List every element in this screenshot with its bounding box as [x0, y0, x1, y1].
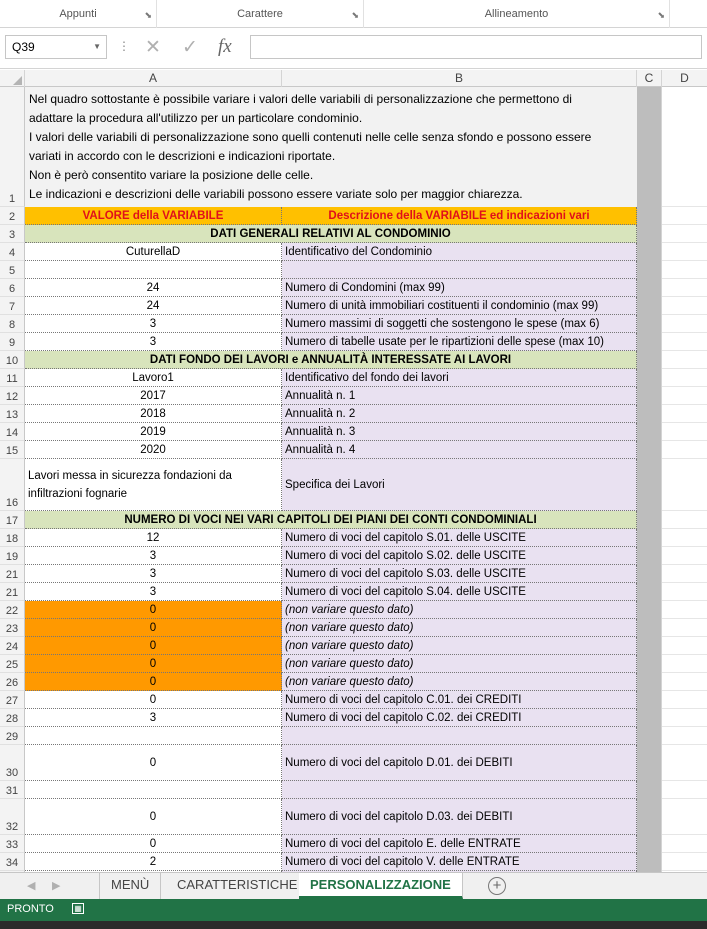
- intro-line: Non è però consentito variare la posizione delle celle.: [29, 168, 314, 182]
- check-icon[interactable]: ✓: [182, 37, 198, 58]
- value-cell[interactable]: Lavoro1: [25, 369, 282, 387]
- cell-d[interactable]: [662, 225, 707, 243]
- cell-d[interactable]: [662, 423, 707, 441]
- cell-c[interactable]: [637, 243, 662, 261]
- row-header[interactable]: 6: [0, 279, 25, 297]
- description-cell[interactable]: Numero di voci del capitolo S.02. delle USCITE: [282, 547, 637, 565]
- cell-c[interactable]: [637, 405, 662, 423]
- description-cell[interactable]: (non variare questo dato): [282, 637, 637, 655]
- row-header[interactable]: 34: [0, 853, 25, 871]
- cell-d[interactable]: [662, 727, 707, 745]
- value-cell[interactable]: 3: [25, 583, 282, 601]
- row-header[interactable]: 3: [0, 225, 25, 243]
- description-cell[interactable]: Numero di tabelle usate per le ripartizioni delle spese (max 10): [282, 333, 637, 351]
- value-cell[interactable]: 24: [25, 297, 282, 315]
- description-cell[interactable]: [282, 781, 637, 799]
- sheet-row: [0, 423, 707, 441]
- value-cell[interactable]: VALORE della VARIABILE: [25, 207, 282, 225]
- intro-line: Le indicazioni e descrizioni delle variabili possono essere variate solo per maggior chiarezza.: [29, 187, 523, 201]
- cell-c[interactable]: [637, 207, 662, 225]
- cell-d[interactable]: [662, 261, 707, 279]
- value-cell[interactable]: 0: [25, 673, 282, 691]
- cell-d[interactable]: [662, 745, 707, 781]
- row-header[interactable]: 22: [0, 601, 25, 619]
- cell-d[interactable]: [662, 691, 707, 709]
- sheet-row: [0, 387, 707, 405]
- formula-input[interactable]: [250, 35, 702, 59]
- row-header[interactable]: 31: [0, 781, 25, 799]
- row-header[interactable]: 28: [0, 709, 25, 727]
- sheet-row: [0, 799, 707, 835]
- description-cell[interactable]: Numero di voci del capitolo S.01. delle USCITE: [282, 529, 637, 547]
- macro-record-icon[interactable]: ▦: [72, 903, 84, 914]
- function-icon[interactable]: fx: [218, 36, 232, 57]
- sheet-row: [0, 853, 707, 871]
- sheet-row: [0, 333, 707, 351]
- value-cell[interactable]: Lavori messa in sicurezza fondazioni da infiltrazioni fognarie: [25, 459, 282, 511]
- sheet-row: [0, 691, 707, 709]
- cell-d[interactable]: [662, 601, 707, 619]
- row-header[interactable]: 19: [0, 547, 25, 565]
- name-box-value: Q39: [12, 40, 35, 54]
- row-header[interactable]: 27: [0, 691, 25, 709]
- dialog-launcher-icon[interactable]: ⬊: [351, 10, 359, 20]
- cell-c[interactable]: [637, 781, 662, 799]
- description-cell[interactable]: (non variare questo dato): [282, 619, 637, 637]
- row-header[interactable]: 2: [0, 207, 25, 225]
- sheet-row: [0, 835, 707, 853]
- cell-c[interactable]: [637, 853, 662, 871]
- sheet-row: [0, 225, 707, 243]
- value-cell[interactable]: 12: [25, 529, 282, 547]
- row-header[interactable]: 23: [0, 619, 25, 637]
- row-header[interactable]: 5: [0, 261, 25, 279]
- column-headers: [0, 70, 707, 87]
- cell-d[interactable]: [662, 529, 707, 547]
- cell-c[interactable]: [637, 835, 662, 853]
- value-cell[interactable]: 0: [25, 745, 282, 781]
- ribbon-group-alignment: [364, 0, 670, 28]
- cell-d[interactable]: [662, 315, 707, 333]
- intro-line: adattare la procedura all'utilizzo per un particolare condominio.: [29, 111, 363, 125]
- ribbon: [0, 0, 707, 28]
- value-cell[interactable]: 3: [25, 333, 282, 351]
- ribbon-group-label: Allineamento: [484, 8, 549, 20]
- sheet-row: [0, 745, 707, 781]
- cell-c[interactable]: [637, 619, 662, 637]
- value-cell[interactable]: 3: [25, 709, 282, 727]
- description-cell[interactable]: Numero di voci del capitolo D.03. dei DEBITI: [282, 799, 637, 835]
- row-header[interactable]: 24: [0, 637, 25, 655]
- row-header[interactable]: 16: [0, 459, 25, 511]
- sheet-row: [0, 673, 707, 691]
- cell-d[interactable]: [662, 459, 707, 511]
- description-cell[interactable]: Numero di voci del capitolo S.04. delle USCITE: [282, 583, 637, 601]
- cell-c[interactable]: [637, 225, 662, 243]
- dialog-launcher-icon[interactable]: ⬊: [657, 10, 665, 20]
- sheet-row: [0, 655, 707, 673]
- cell-c[interactable]: [637, 511, 662, 529]
- row-header[interactable]: 18: [0, 529, 25, 547]
- sheet-tab-personalizzazione[interactable]: PERSONALIZZAZIONE: [299, 873, 463, 899]
- value-cell[interactable]: [25, 261, 282, 279]
- section-title-cell[interactable]: DATI GENERALI RELATIVI AL CONDOMINIO: [25, 225, 637, 243]
- grip-dots-icon: ⋮: [118, 39, 130, 53]
- value-cell[interactable]: 3: [25, 565, 282, 583]
- sheet-row: [0, 87, 707, 207]
- cell-c[interactable]: [637, 423, 662, 441]
- sheet-row: [0, 547, 707, 565]
- sheet-row: [0, 781, 707, 799]
- cell-d[interactable]: [662, 637, 707, 655]
- cell-c[interactable]: [637, 369, 662, 387]
- dialog-launcher-icon[interactable]: ⬊: [144, 10, 152, 20]
- row-header[interactable]: 12: [0, 387, 25, 405]
- sheet-row: [0, 511, 707, 529]
- value-cell[interactable]: 0: [25, 691, 282, 709]
- cell-c[interactable]: [637, 279, 662, 297]
- cell-d[interactable]: [662, 511, 707, 529]
- row-header[interactable]: 21: [0, 583, 25, 601]
- value-cell[interactable]: CuturellaD: [25, 243, 282, 261]
- ribbon-group-font: [157, 0, 364, 28]
- cell-c[interactable]: [637, 529, 662, 547]
- sheet-tab-caratteristiche[interactable]: CARATTERISTICHE: [166, 873, 309, 899]
- intro-line: Nel quadro sottostante è possibile variare i valori delle variabili di personalizzazione che permettono di: [29, 92, 572, 106]
- row-header[interactable]: 30: [0, 745, 25, 781]
- sheet-tab-menu[interactable]: MENÙ: [100, 873, 161, 899]
- sheet-row: [0, 637, 707, 655]
- cell-c[interactable]: [637, 387, 662, 405]
- value-cell[interactable]: 0: [25, 655, 282, 673]
- value-cell[interactable]: 0: [25, 601, 282, 619]
- row-header[interactable]: 33: [0, 835, 25, 853]
- cell-d[interactable]: [662, 279, 707, 297]
- chevron-down-icon[interactable]: ▼: [93, 42, 101, 51]
- cell-c[interactable]: [637, 745, 662, 781]
- sheet-row: [0, 529, 707, 547]
- sheet-tab-bar: [0, 872, 707, 899]
- description-cell[interactable]: (non variare questo dato): [282, 601, 637, 619]
- cell-c[interactable]: [637, 691, 662, 709]
- description-cell[interactable]: Numero di voci del capitolo V. delle ENTRATE: [282, 853, 637, 871]
- value-cell[interactable]: [25, 727, 282, 745]
- value-cell[interactable]: 3: [25, 315, 282, 333]
- cell-c[interactable]: [637, 727, 662, 745]
- cell-c[interactable]: [637, 583, 662, 601]
- value-cell[interactable]: 2019: [25, 423, 282, 441]
- cell-c[interactable]: [637, 315, 662, 333]
- cell-c[interactable]: [637, 547, 662, 565]
- row-header[interactable]: 8: [0, 315, 25, 333]
- column-header-a[interactable]: A: [25, 70, 282, 87]
- sheet-row: [0, 351, 707, 369]
- cell-d[interactable]: [662, 853, 707, 871]
- cell-c[interactable]: [637, 441, 662, 459]
- sheet-row: [0, 565, 707, 583]
- cell-d[interactable]: [662, 297, 707, 315]
- ribbon-group-label: Appunti: [59, 8, 97, 20]
- row-header[interactable]: 4: [0, 243, 25, 261]
- select-all-corner[interactable]: [0, 70, 25, 87]
- sheet-row: [0, 315, 707, 333]
- intro-line: variati in accordo con le descrizioni e indicazioni riportate.: [29, 149, 336, 163]
- row-header[interactable]: 26: [0, 673, 25, 691]
- sheet-row: [0, 583, 707, 601]
- row-header[interactable]: 17: [0, 511, 25, 529]
- cell-d[interactable]: [662, 369, 707, 387]
- description-cell[interactable]: Annualità n. 3: [282, 423, 637, 441]
- row-header[interactable]: 15: [0, 441, 25, 459]
- row-header[interactable]: 14: [0, 423, 25, 441]
- description-cell[interactable]: [282, 261, 637, 279]
- description-cell[interactable]: Descrizione della VARIABILE ed indicazioni vari: [282, 207, 637, 225]
- row-header[interactable]: 10: [0, 351, 25, 369]
- sheet-row: [0, 279, 707, 297]
- sheet-row: [0, 243, 707, 261]
- row-header[interactable]: 25: [0, 655, 25, 673]
- sheet-row: [0, 369, 707, 387]
- column-header-c[interactable]: C: [637, 70, 662, 87]
- row-header[interactable]: 32: [0, 799, 25, 835]
- sheet-row: [0, 619, 707, 637]
- value-cell[interactable]: 2018: [25, 405, 282, 423]
- cell-d[interactable]: [662, 387, 707, 405]
- cell-c[interactable]: [637, 351, 662, 369]
- name-box[interactable]: [5, 35, 107, 59]
- description-cell[interactable]: Numero di voci del capitolo S.03. delle USCITE: [282, 565, 637, 583]
- cell-c[interactable]: [637, 709, 662, 727]
- cell-c[interactable]: [637, 297, 662, 315]
- intro-text-cell[interactable]: [25, 87, 637, 207]
- description-cell[interactable]: Numero di voci del capitolo E. delle ENTRATE: [282, 835, 637, 853]
- cell-d[interactable]: [662, 835, 707, 853]
- cell-c[interactable]: [637, 459, 662, 511]
- value-cell[interactable]: 0: [25, 835, 282, 853]
- row-header[interactable]: 1: [0, 87, 25, 207]
- description-cell[interactable]: Numero di voci del capitolo D.01. dei DEBITI: [282, 745, 637, 781]
- cell-c[interactable]: [637, 799, 662, 835]
- description-cell[interactable]: Numero di Condomini (max 99): [282, 279, 637, 297]
- row-header[interactable]: 7: [0, 297, 25, 315]
- cell-d[interactable]: [662, 655, 707, 673]
- cell-c[interactable]: [637, 655, 662, 673]
- description-cell[interactable]: Annualità n. 2: [282, 405, 637, 423]
- value-cell[interactable]: 3: [25, 547, 282, 565]
- description-cell[interactable]: (non variare questo dato): [282, 673, 637, 691]
- description-cell[interactable]: Numero di unità immobiliari costituenti il condominio (max 99): [282, 297, 637, 315]
- cell-d[interactable]: [662, 351, 707, 369]
- cell-d[interactable]: [662, 583, 707, 601]
- cell-c[interactable]: [637, 673, 662, 691]
- row-header[interactable]: 9: [0, 333, 25, 351]
- add-sheet-icon[interactable]: +: [488, 877, 506, 895]
- section-title-cell[interactable]: NUMERO DI VOCI NEI VARI CAPITOLI DEI PIANI DEI CONTI CONDOMINIALI: [25, 511, 637, 529]
- cell-d[interactable]: [662, 405, 707, 423]
- cell-d[interactable]: [662, 441, 707, 459]
- sheet-row: [0, 441, 707, 459]
- intro-line: I valori delle variabili di personalizzazione sono quelli contenuti nelle celle senza sfondo e possono essere: [29, 130, 592, 144]
- cell-c[interactable]: [637, 637, 662, 655]
- tab-scroll-left-icon[interactable]: ◀: [27, 880, 36, 892]
- formula-bar: [0, 29, 707, 69]
- worksheet-grid[interactable]: [0, 87, 707, 872]
- sheet-row: [0, 261, 707, 279]
- row-header[interactable]: 29: [0, 727, 25, 745]
- sheet-row: [0, 601, 707, 619]
- description-cell[interactable]: (non variare questo dato): [282, 655, 637, 673]
- description-cell[interactable]: [282, 727, 637, 745]
- cancel-icon[interactable]: ✕: [145, 37, 161, 58]
- column-header-b[interactable]: B: [282, 70, 637, 87]
- value-cell[interactable]: 24: [25, 279, 282, 297]
- cell-c[interactable]: [637, 601, 662, 619]
- status-bar: [0, 899, 707, 921]
- description-cell[interactable]: Specifica dei Lavori: [282, 459, 637, 511]
- cell-d[interactable]: [662, 243, 707, 261]
- description-cell[interactable]: Identificativo del fondo dei lavori: [282, 369, 637, 387]
- cell-d[interactable]: [662, 87, 707, 207]
- value-cell[interactable]: 0: [25, 637, 282, 655]
- description-cell[interactable]: Numero di voci del capitolo C.02. dei CREDITI: [282, 709, 637, 727]
- row-header[interactable]: 13: [0, 405, 25, 423]
- description-cell[interactable]: Annualità n. 4: [282, 441, 637, 459]
- row-header[interactable]: 21: [0, 565, 25, 583]
- description-cell[interactable]: Annualità n. 1: [282, 387, 637, 405]
- column-header-d[interactable]: D: [680, 71, 689, 85]
- sheet-row: [0, 459, 707, 511]
- cell-d[interactable]: [662, 781, 707, 799]
- cell-d[interactable]: [662, 709, 707, 727]
- sheet-row: [0, 405, 707, 423]
- sheet-row: [0, 709, 707, 727]
- description-cell[interactable]: Numero massimi di soggetti che sostengono le spese (max 6): [282, 315, 637, 333]
- cell-d[interactable]: [662, 799, 707, 835]
- ribbon-group-clipboard: [0, 0, 157, 28]
- row-header[interactable]: 11: [0, 369, 25, 387]
- tab-scroll-right-icon[interactable]: ▶: [52, 880, 61, 892]
- sheet-row: [0, 207, 707, 225]
- cell-d[interactable]: [662, 619, 707, 637]
- taskbar-edge: [0, 921, 707, 929]
- value-cell[interactable]: 2020: [25, 441, 282, 459]
- cell-d[interactable]: [662, 565, 707, 583]
- status-text: PRONTO: [7, 903, 54, 915]
- description-cell[interactable]: Identificativo del Condominio: [282, 243, 637, 261]
- cell-d[interactable]: [662, 207, 707, 225]
- cell-c[interactable]: [637, 261, 662, 279]
- cell-d[interactable]: [662, 333, 707, 351]
- value-cell[interactable]: 0: [25, 619, 282, 637]
- ribbon-group-label: Carattere: [237, 8, 283, 20]
- description-cell[interactable]: Numero di voci del capitolo C.01. dei CREDITI: [282, 691, 637, 709]
- cell-c[interactable]: [637, 333, 662, 351]
- value-cell[interactable]: 2017: [25, 387, 282, 405]
- value-cell[interactable]: 2: [25, 853, 282, 871]
- cell-c[interactable]: [637, 87, 662, 207]
- sheet-row: [0, 727, 707, 745]
- section-title-cell[interactable]: DATI FONDO DEI LAVORI e ANNUALITÀ INTERESSATE AI LAVORI: [25, 351, 637, 369]
- sheet-row: [0, 297, 707, 315]
- value-cell[interactable]: 0: [25, 799, 282, 835]
- cell-d[interactable]: [662, 547, 707, 565]
- cell-d[interactable]: [662, 673, 707, 691]
- cell-c[interactable]: [637, 565, 662, 583]
- value-cell[interactable]: [25, 781, 282, 799]
